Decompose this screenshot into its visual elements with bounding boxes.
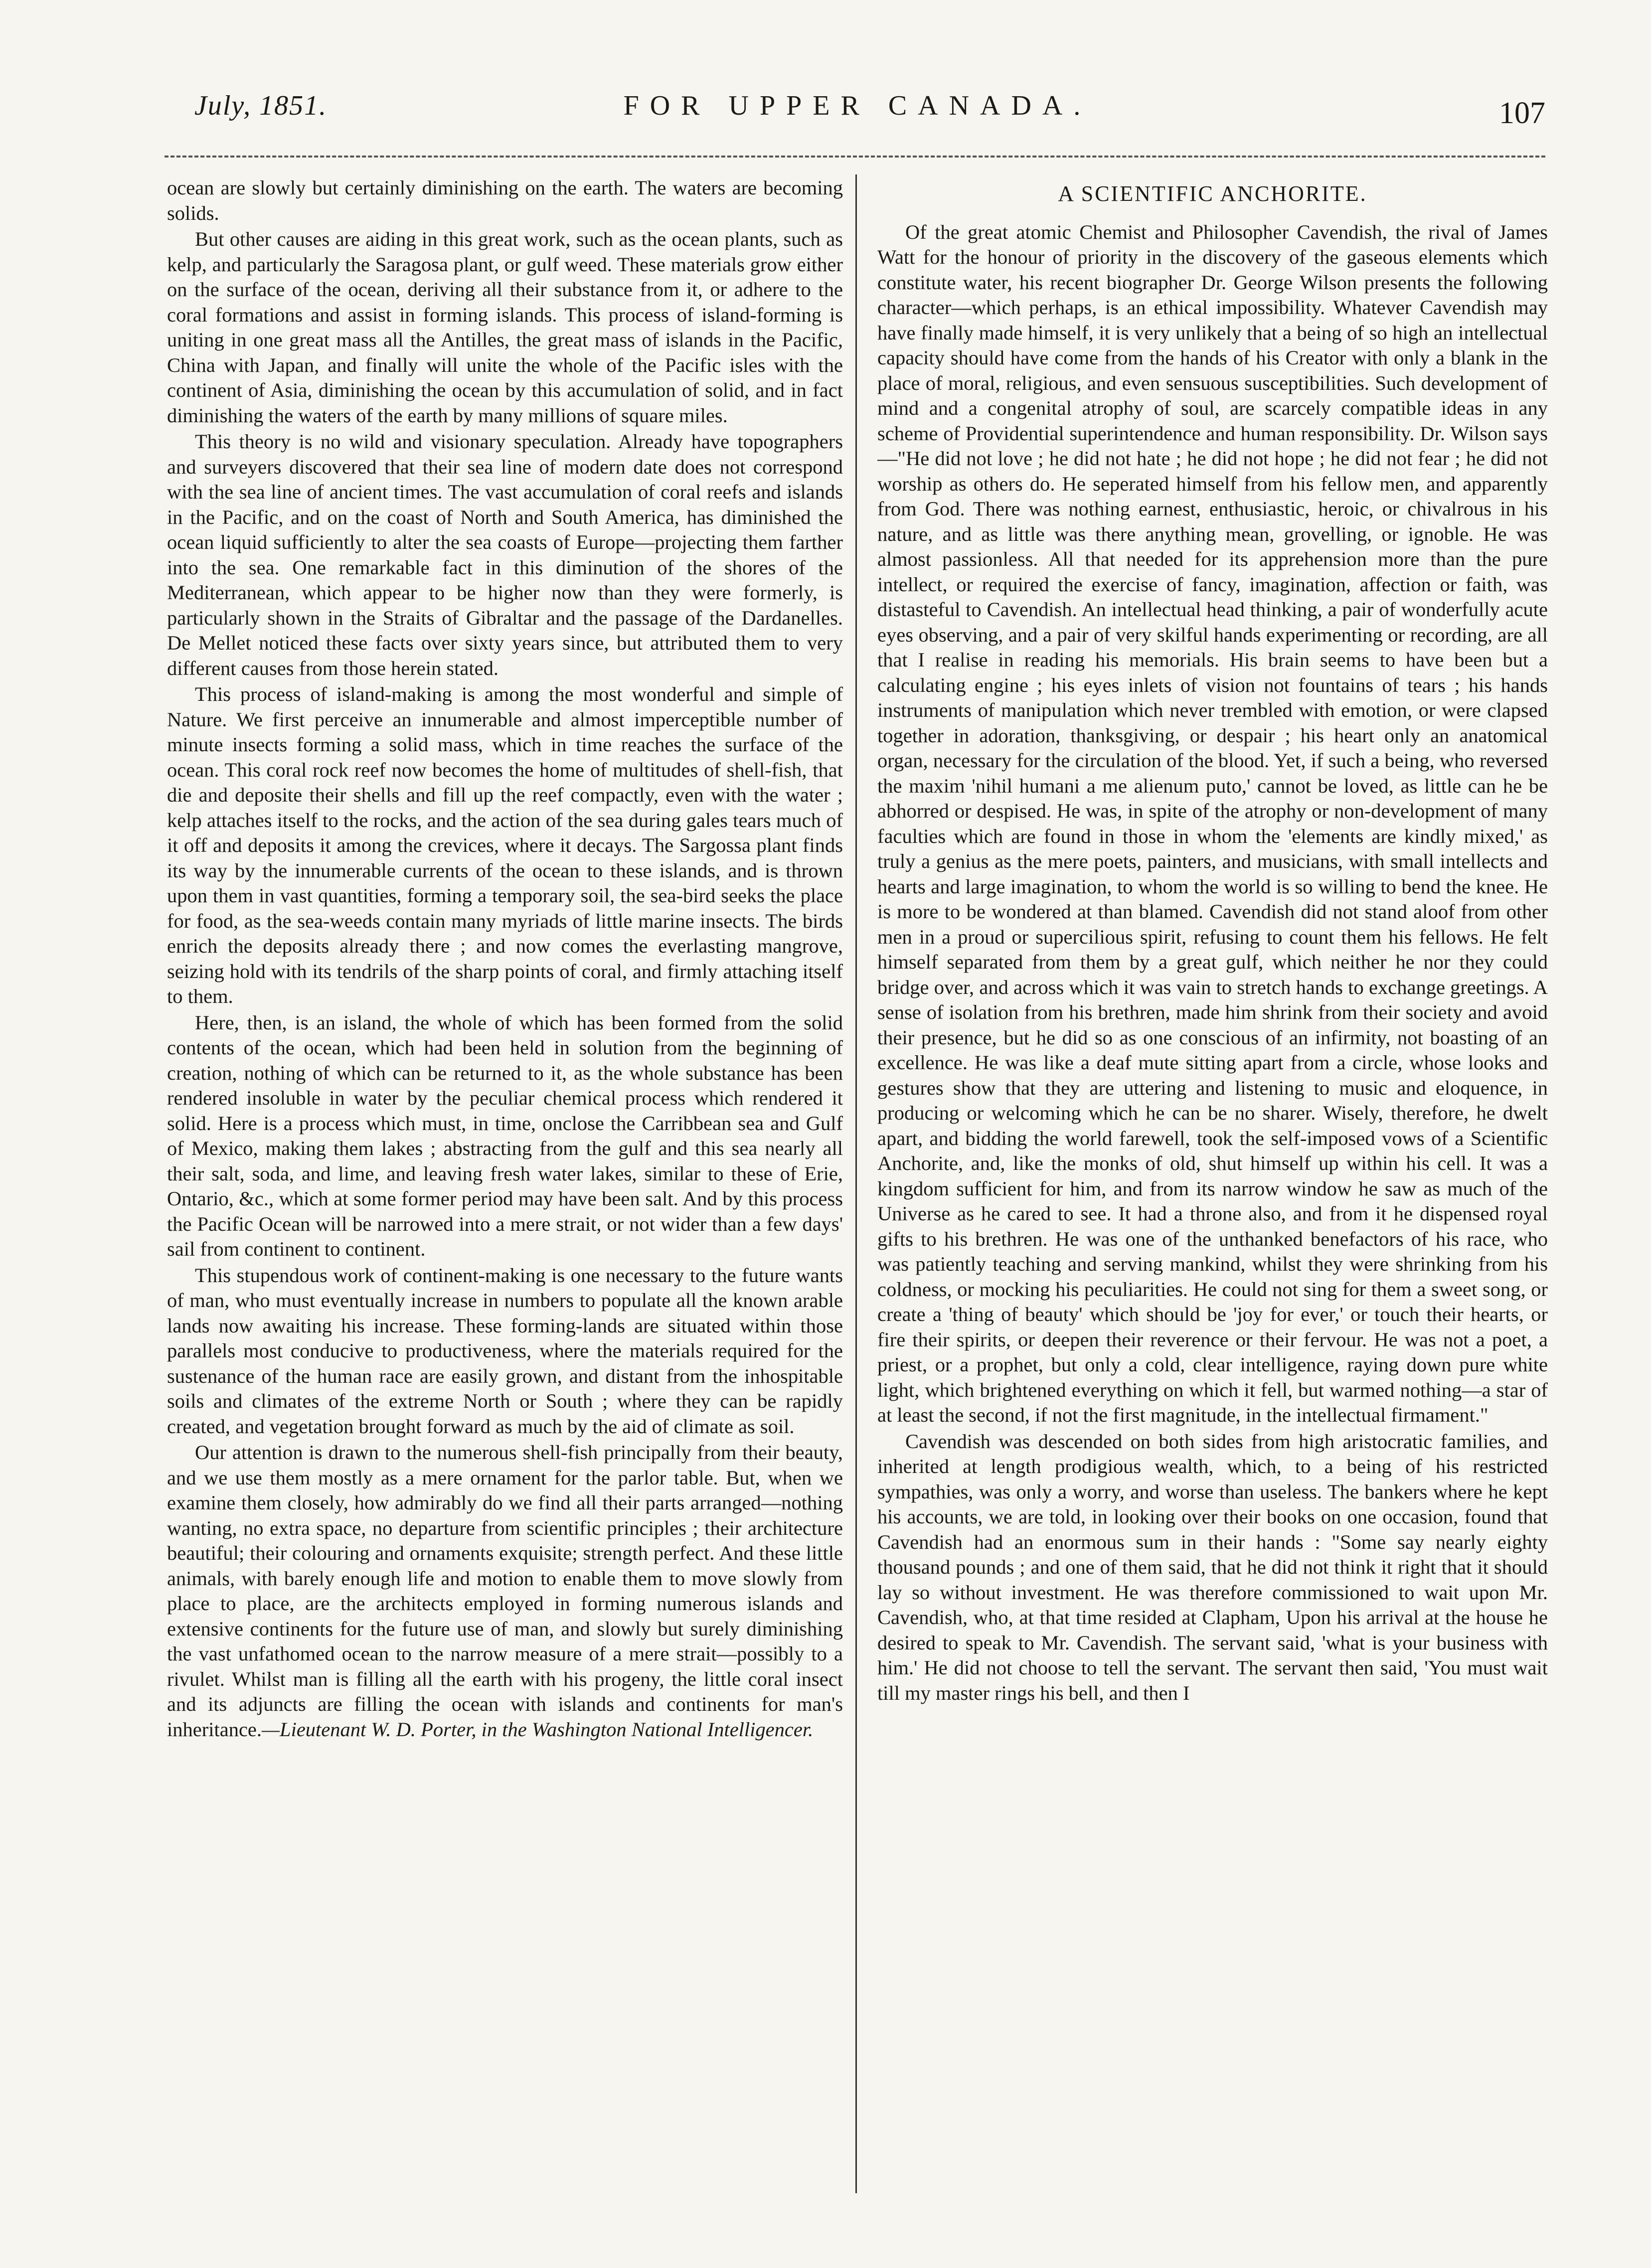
paragraph: But other causes are aiding in this great work, such as the ocean plants, such as kelp, and particularly the Saragosa plant, or gulf weed. These materials grow either on the surface of the ocean, deriving all their substance from it, or adhere to the coral formations and assist in forming islands. This process of island-forming is uniting in one great mass all the Antilles, the great mass of islands in the Pacific, China with Japan, and finally will unite the whole of the Pacific isles with the continent of Asia, diminishing the ocean by this accumulation of solid, and in fact diminishing the waters of the earth by many millions of square miles. [167,228,843,427]
running-title: FOR UPPER CANADA. [623,90,1092,121]
left-column [167,175,843,2199]
column-divider [855,174,857,2193]
paragraph: This stupendous work of continent-making is one necessary to the future wants of man, who must eventually increase in numbers to populate all the known arable lands now awaiting his increase. These forming-lands are situated within those parallels most conducive to productiveness, where the materials required for the sustenance of the human race are easily grown, and distant from the inhospitable soils and climates of the extreme North or South ; where they can be rapidly created, and vegetation brought forward as much by the aid of climate as soil. [167,1264,843,1438]
header-rule [165,156,1545,158]
paragraph: Here, then, is an island, the whole of which has been formed from the solid contents of the ocean, which had been held in solution from the beginning of creation, nothing of which can be returned to it, as the whole substance has been rendered insoluble in water by the peculiar chemical process which rendered it solid. Here is a process which must, in time, onclose the Carribbean sea and Gulf of Mexico, making them lakes ; abstracting from the gulf and this sea nearly all their salt, soda, and lime, and leaving fresh water lakes, similar to these of Erie, Ontario, &c., which at some former period may have been salt. And by this process the Pacific Ocean will be narrowed into a mere strait, or not wider than a few days' sail from continent to continent. [167,1011,843,1260]
right-column [877,175,1548,2199]
issue-date: July, 1851. [194,90,328,121]
paragraph: Cavendish was descended on both sides from high aristocratic families, and inherited at length prodigious wealth, which, to a being of his restricted sympathies, was only a worry, and worse than useless. The bankers where he kept his accounts, we are told, in looking over their books on one occasion, found that Cavendish had an enormous sum in their hands : "Some say nearly eighty thousand pounds ; and one of them said, that he did not think it right that it should lay so without investment. He was therefore commissioned to wait upon Mr. Cavendish, who, at that time resided at Clapham, Upon his arrival at the house he desired to speak to Mr. Cavendish. The servant said, 'what is your business with him.' He did not choose to tell the servant. The servant then said, 'You must wait till my master rings his bell, and then I [877,1430,1548,1704]
attribution: —Lieutenant W. D. Porter, in the Washington National Intelligencer. [262,1718,814,1741]
paragraph-text: Our attention is drawn to the numerous shell-fish principally from their beauty, and we use them mostly as a mere ornament for the parlor table. But, when we examine them closely, how admirably do we find all their parts arranged—nothing wanting, no extra space, no departure from scientific principles ; their architecture beautiful; their colouring and ornaments exquisite; strength perfect. And these little animals, with barely enough life and motion to enable them to move slowly from place to place, are the architects employed in forming numerous islands and extensive continents for the future use of man, and slowly but surely diminishing the vast unfathomed ocean to the narrow measure of a mere strait—possibly to a rivulet. Whilst man is filling all the earth with his progeny, the little coral insect and its adjuncts are filling the ocean with islands and continents for man's inheritance. [167,1441,843,1741]
page-number: 107 [1499,96,1545,130]
paragraph: This process of island-making is among the most wonderful and simple of Nature. We first perceive an innumerable and almost imperceptible number of minute insects forming a solid mass, which in time reaches the surface of the ocean. This coral rock reef now becomes the home of multitudes of shell-fish, that die and deposite their shells and fill up the reef compactly, even with the water ; kelp attaches itself to the rocks, and the action of the sea during gales tears much of it off and deposits it among the crevices, where it decays. The Sargossa plant finds its way by the innumerable currents of the ocean to these islands, and is thrown upon them in vast quantities, forming a temporary soil, the sea-bird seeks the place for food, as the sea-weeds contain many myriads of little marine insects. The birds enrich the deposits already there ; and now comes the everlasting mangrove, seizing hold with its tendrils of the sharp points of coral, and firmly attaching itself to them. [167,683,843,1007]
paragraph: ocean are slowly but certainly diminishing on the earth. The waters are becoming solids. [167,176,843,224]
paragraph: This theory is no wild and visionary speculation. Already have topographers and surveyers discovered that their sea line of modern date does not correspond with the sea line of ancient times. The vast accumulation of coral reefs and islands in the Pacific, and on the coast of North and South America, has diminished the ocean liquid sufficiently to alter the sea coasts of Europe—projecting them farther into the sea. One remarkable fact in this diminution of the shores of the Mediterranean, which appear to be higher now than they were formerly, is particularly shown in the Straits of Gibraltar and the passage of the Dardanelles. De Mellet noticed these facts over sixty years since, but attributed them to very different causes from those herein stated. [167,430,843,679]
paragraph-with-attribution [167,1440,843,1742]
page-header [169,85,1545,145]
paragraph: Of the great atomic Chemist and Philosopher Cavendish, the rival of James Watt for the honour of priority in the discovery of the gaseous elements which constitute water, his recent biographer Dr. George Wilson presents the following character—which perhaps, is an ethical impossibility. Whatever Cavendish may have finally made himself, it is very unlikely that a being of so high an intellectual capacity should have come from the hands of his Creator with only a blank in the place of moral, religious, and even sensuous susceptibilities. Such development of mind and a congenital atrophy of soul, are scarcely compatible ideas in any scheme of Providential superintendence and human responsibility. Dr. Wilson says—"He did not love ; he did not hate ; he did not hope ; he did not fear ; he did not worship as others do. He seperated himself from his fellow men, and apparently from God. There was nothing earnest, enthusiastic, heroic, or chivalrous in his nature, and as little was there anything mean, grovelling, or ignoble. He was almost passionless. All that needed for its apprehension more than the pure intellect, or required the exercise of fancy, imagination, affection or faith, was distasteful to Cavendish. An intellectual head thinking, a pair of wonderfully acute eyes observing, and a pair of very skilful hands experimenting or recording, are all that I realise in reading his memorials. His brain seems to have been but a calculating engine ; his eyes inlets of vision not fountains of tears ; his hands instruments of manipulation which never trembled with emotion, or were clapsed together in adoration, thanksgiving, or despair ; his heart only an anatomical organ, necessary for the circulation of the blood. Yet, if such a being, who reversed the maxim 'nihil humani a me alienum puto,' cannot be loved, as little can he be abhorred or despised. He was, in spite of the atrophy or non-development of many faculties which are found in those in whom the 'elements are kindly mixed,' as truly a genius as the mere poets, painters, and musicians, with small intellects and hearts and large imagination, to whom the world is so willing to bend the knee. He is more to be wondered at than blamed. Cavendish did not stand aloof from other men in a proud or supercilious spirit, refusing to count them his fellows. He felt himself separated from them by a great gulf, which neither he nor they could bridge over, and across which it was vain to stretch hands to exchange greetings. A sense of isolation from his brethren, made him shrink from their society and avoid their presence, but he did so as one conscious of an infirmity, not boasting of an excellence. He was like a deaf mute sitting apart from a circle, whose looks and gestures show that they are uttering and listening to music and eloquence, in producing or welcoming which he can be no sharer. Wisely, therefore, he dwelt apart, and bidding the world farewell, took the self-imposed vows of a Scientific Anchorite, and, like the monks of old, shut himself up within his cell. It was a kingdom sufficient for him, and from its narrow window he saw as much of the Universe as he cared to see. It had a throne also, and from it he dispensed royal gifts to his brethren. He was one of the unthanked benefactors of his race, who was patiently teaching and serving mankind, whilst they were shrinking from his coldness, or mocking his peculiarities. He could not sing for them a sweet song, or create a 'thing of beauty' which should be 'joy for ever,' or touch their hearts, or fire their spirits, or deepen their reverence or their fervour. He was not a poet, a priest, or a prophet, but only a cold, clear intelligence, raying down pure white light, which brightened everything on which it fell, but warmed nothing—a star of at least the second, if not the first magnitude, in the intellectual firmament." [877,220,1548,1426]
article-title: A SCIENTIFIC ANCHORITE. [1058,181,1367,206]
